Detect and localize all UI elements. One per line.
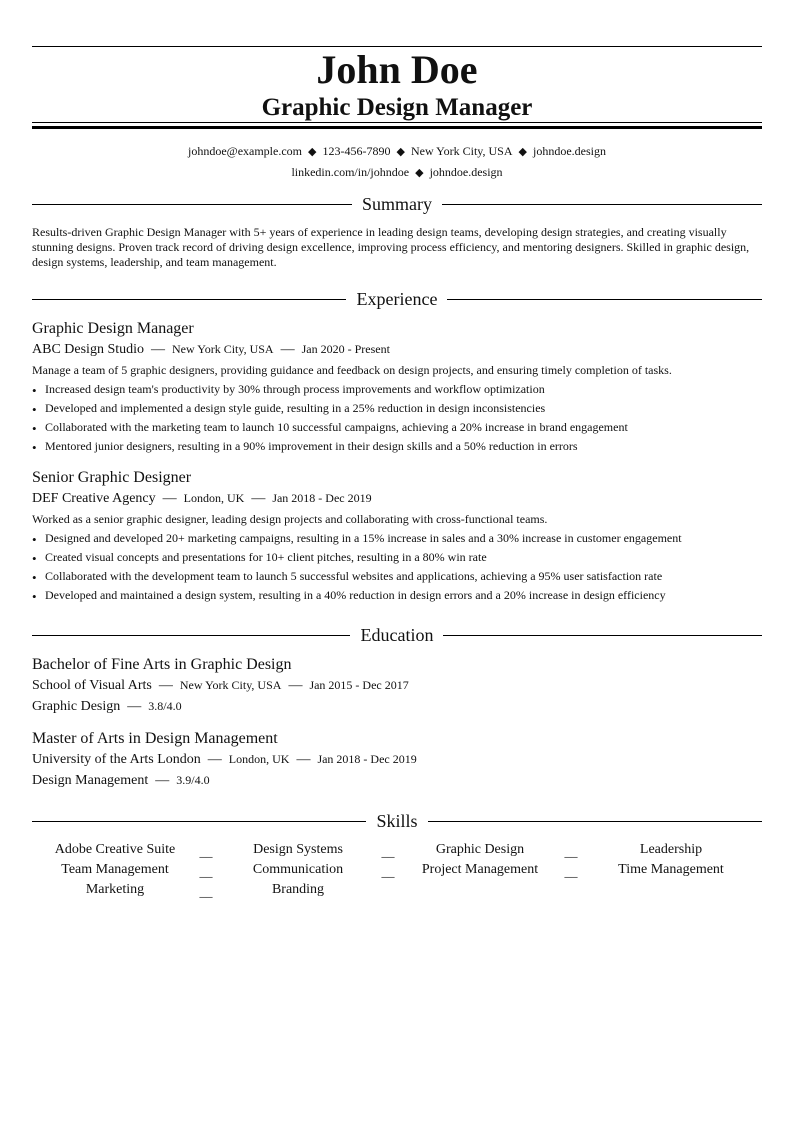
location-text: New York City, USA	[410, 144, 513, 158]
skill-item: Adobe Creative Suite	[54, 842, 176, 857]
school-meta: School of Visual Arts — New York City, USA — Jan 2015 - Dec 2017	[32, 678, 409, 693]
skills-grid	[32, 840, 762, 900]
email-link[interactable]: johndoe@example.com	[187, 144, 303, 158]
skill-item: Team Management	[61, 862, 169, 877]
skill-item: Marketing	[85, 882, 145, 897]
job-dates: Jan 2020 - Present	[301, 342, 390, 356]
list-item: • Collaborated with the development team to launch 5 successful websites and applications, achieving a 95% user satisfaction rate	[32, 567, 762, 586]
job-entry	[32, 468, 762, 605]
contact-line-2	[32, 164, 762, 181]
school-location: London, UK	[228, 752, 290, 766]
candidate-name: John Doe	[316, 47, 478, 92]
skills-row	[32, 860, 762, 880]
skills-row	[32, 880, 762, 900]
skill-item: Time Management	[618, 862, 724, 877]
field-gpa: Design Management — 3.9/4.0	[32, 773, 210, 788]
skill-separator: __	[381, 864, 395, 879]
website-link[interactable]: johndoe.design	[533, 144, 606, 158]
field-gpa: Graphic Design — 3.8/4.0	[32, 699, 182, 714]
diamond-separator-icon: ◆	[396, 146, 405, 158]
job-title: Senior Graphic Designer	[32, 469, 192, 486]
education-heading-label: Education	[351, 625, 444, 645]
job-title: Graphic Design Manager	[32, 320, 194, 337]
skill-item: Communication	[252, 862, 344, 877]
education-entry	[32, 729, 762, 791]
list-item: • Developed and implemented a design style guide, resulting in a 25% reduction in design inconsistencies	[32, 399, 762, 418]
degree-title: Bachelor of Fine Arts in Graphic Design	[32, 656, 292, 673]
diamond-separator-icon: ◆	[415, 167, 424, 179]
list-item: • Collaborated with the marketing team to launch 10 successful campaigns, achieving a 20% increase in brand engagement	[32, 418, 762, 437]
skill-separator: __	[564, 864, 578, 879]
school-name: School of Visual Arts	[32, 678, 152, 693]
gpa-value: 3.8/4.0	[148, 699, 182, 713]
skill-separator: __	[381, 844, 395, 859]
job-entry	[32, 319, 762, 456]
skill-item: Leadership	[639, 842, 703, 857]
field-of-study: Graphic Design	[32, 699, 121, 714]
summary-heading	[32, 193, 762, 217]
skills-heading-label: Skills	[366, 811, 427, 831]
job-bullets	[32, 380, 762, 456]
list-item: • Designed and developed 20+ marketing campaigns, resulting in a 15% increase in sales and a 30% increase in customer engagement	[32, 529, 762, 548]
skill-item: Graphic Design	[435, 842, 525, 857]
candidate-title: Graphic Design Manager	[261, 94, 533, 121]
job-location: New York City, USA	[172, 342, 274, 356]
skill-item: Project Management	[421, 862, 539, 877]
company-name: DEF Creative Agency	[32, 491, 156, 506]
website-link-2[interactable]: johndoe.design	[429, 165, 503, 179]
school-location: New York City, USA	[179, 678, 282, 692]
degree-title: Master of Arts in Design Management	[32, 730, 278, 747]
experience-heading-label: Experience	[347, 289, 448, 309]
diamond-separator-icon: ◆	[308, 146, 317, 158]
summary-heading-label: Summary	[352, 194, 442, 214]
skill-item: Design Systems	[253, 842, 343, 857]
field-of-study: Design Management	[32, 773, 149, 788]
job-bullets	[32, 529, 762, 605]
contact-line-1	[32, 143, 762, 160]
list-item: • Mentored junior designers, resulting in a 90% improvement in their design skills and a 50% reduction in errors	[32, 437, 762, 456]
job-dates: Jan 2018 - Dec 2019	[272, 491, 372, 505]
skill-separator: __	[564, 844, 578, 859]
skill-separator: __	[199, 864, 213, 879]
diamond-separator-icon: ◆	[518, 146, 527, 158]
job-meta: DEF Creative Agency — London, UK — Jan 2018 - Dec 2019	[32, 491, 372, 506]
education-heading	[32, 624, 762, 648]
job-description: Worked as a senior graphic designer, leading design projects and collaborating with cross-functional teams.	[32, 512, 548, 526]
skill-separator: __	[199, 884, 213, 899]
linkedin-link[interactable]: linkedin.com/in/johndoe	[291, 165, 410, 179]
header-double-rule	[32, 122, 762, 129]
education-entry	[32, 655, 762, 717]
skill-separator: __	[199, 844, 213, 859]
skills-row	[32, 840, 762, 860]
phone-text: 123-456-7890	[322, 144, 391, 158]
skills-heading	[32, 810, 762, 834]
list-item: • Increased design team's productivity by 30% through process improvements and workflow optimization	[32, 380, 762, 399]
skill-item: Branding	[271, 882, 325, 897]
school-name: University of the Arts London	[32, 752, 201, 767]
school-meta: University of the Arts London — London, UK — Jan 2018 - Dec 2019	[32, 752, 417, 767]
list-item: • Created visual concepts and presentations for 10+ client pitches, resulting in a 80% win rate	[32, 548, 762, 567]
job-description: Manage a team of 5 graphic designers, providing guidance and feedback on design projects, and ensuring timely completion of tasks.	[32, 363, 672, 377]
company-name: ABC Design Studio	[32, 342, 145, 357]
job-location: London, UK	[183, 491, 245, 505]
school-dates: Jan 2018 - Dec 2019	[317, 752, 417, 766]
summary-text: Results-driven Graphic Design Manager with 5+ years of experience in leading design teams, developing design strategies, and creating visually stunning designs. Proven track record of driving design excellence, improving process efficiency, and mentoring designers. Skilled in graphic design, design systems, leadership, and team management.	[32, 225, 750, 269]
list-item: • Developed and maintained a design system, resulting in a 40% reduction in design errors and a 20% increase in design efficiency	[32, 586, 762, 605]
job-meta: ABC Design Studio — New York City, USA — Jan 2020 - Present	[32, 342, 390, 357]
gpa-value: 3.9/4.0	[176, 773, 210, 787]
school-dates: Jan 2015 - Dec 2017	[309, 678, 409, 692]
experience-heading	[32, 288, 762, 312]
